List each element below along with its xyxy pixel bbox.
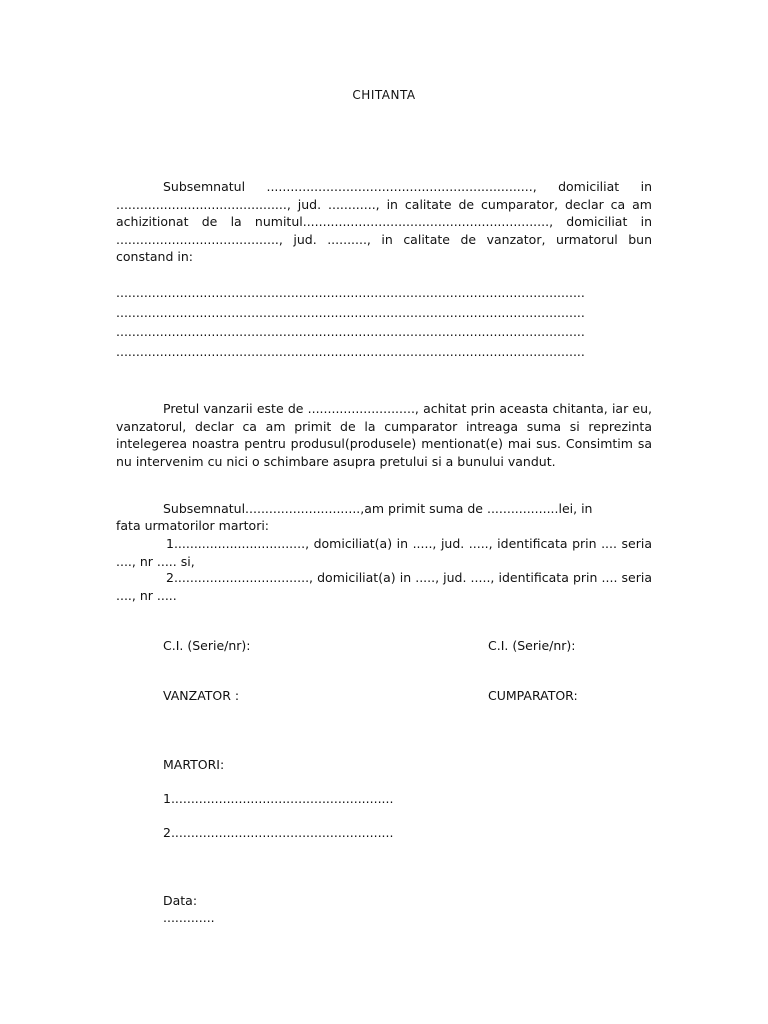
witness-1-details: 1................................., domiciliat(a) in ....., jud. ....., identificata prin .... seria ...., nr ..... si,: [116, 536, 652, 569]
witness-2-details: 2.................................., domiciliat(a) in ....., jud. ....., identificata prin .... seria ...., nr .....: [116, 570, 652, 603]
date-value: .............: [163, 910, 215, 925]
receipt-line-2: fata urmatorilor martori:: [116, 518, 270, 533]
goods-line-4: ......................................................................................................................: [116, 343, 585, 359]
receipt-line-1: Subsemnatul.............................,am primit suma de ..................lei, in: [163, 501, 593, 516]
document-title: CHITANTA: [352, 88, 416, 102]
date-label: Data:: [163, 893, 198, 908]
witnesses-label: MARTORI:: [163, 757, 225, 772]
price-text: Pretul vanzarii este de ..........................., achitat prin aceasta chitanta, iar eu, vanzatorul, declar ca am primit de la cumparator intreaga suma si reprezinta intelegerea noastra pentru produsul(produsele) mentionat(e) mai sus. Consimtim sa nu intervenim cu nici o schimbare asupra pretului si a bunului vandut.: [116, 401, 652, 469]
buyer-declaration-paragraph: [116, 178, 652, 266]
seller-signature-label: VANZATOR :: [163, 688, 240, 703]
seller-id-label: C.I. (Serie/nr):: [163, 638, 251, 653]
price-paragraph: [116, 400, 652, 470]
witness-2-signature: 2........................................................: [163, 825, 394, 840]
goods-line-3: ......................................................................................................................: [116, 324, 585, 339]
buyer-signature-label: CUMPARATOR:: [488, 688, 578, 703]
goods-description-lines: [116, 283, 652, 361]
buyer-declaration-text: Subsemnatul ..................................................................., domiciliat in ..........................................., jud. ............, in calitate de cumparator, declar ca am achizitionat de la numitul.............................................................., domiciliat in ........................................., jud. .........., in calitate de vanzator, urmatorul bun constand in:: [116, 179, 652, 264]
goods-line-2: ......................................................................................................................: [116, 304, 585, 320]
witness-1-signature: 1........................................................: [163, 791, 394, 806]
goods-line-1: ......................................................................................................................: [116, 285, 585, 300]
buyer-id-label: C.I. (Serie/nr):: [488, 638, 576, 653]
